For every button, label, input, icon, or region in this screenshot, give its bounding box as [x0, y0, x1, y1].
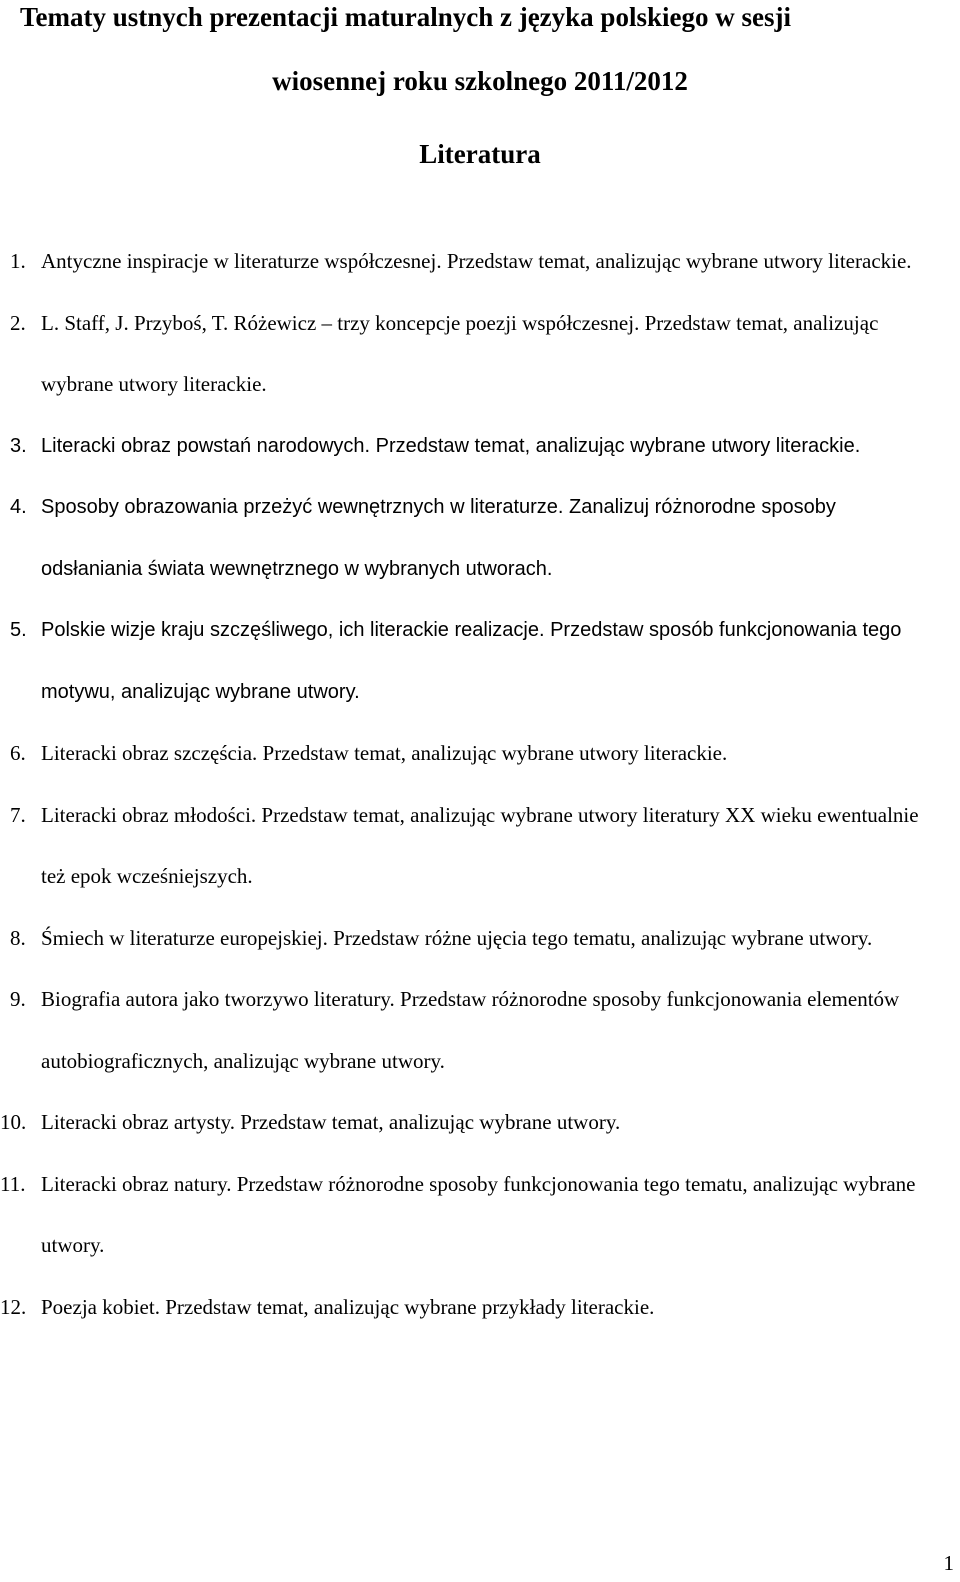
topic-item — [10, 416, 940, 478]
topic-number: 1. — [10, 249, 26, 273]
topic-text: Literacki obraz natury. Przedstaw różnorodne sposoby funkcjonowania tego tematu, analizując wybrane utwory. — [41, 1171, 916, 1257]
topic-item — [10, 293, 940, 416]
section-heading: Literatura — [419, 139, 541, 169]
topic-text: Antyczne inspiracje w literaturze współczesnej. Przedstaw temat, analizując wybrane utwory literackie. — [41, 249, 912, 273]
topic-text: Poezja kobiet. Przedstaw temat, analizując wybrane przykłady literackie. — [41, 1294, 655, 1319]
topic-item — [10, 477, 940, 600]
topic-number: 9. — [10, 987, 26, 1011]
topic-number: 11. — [0, 1171, 26, 1196]
topic-item — [10, 600, 940, 723]
topic-text: Biografia autora jako tworzywo literatury. Przedstaw różnorodne sposoby funkcjonowania elementów autobiograficznych, analizując wybrane utwory. — [41, 987, 900, 1073]
topic-text: Literacki obraz artysty. Przedstaw temat, analizując wybrane utwory. — [41, 1110, 621, 1134]
topic-number: 7. — [10, 802, 26, 827]
topic-number: 2. — [10, 310, 26, 335]
page-number: 1 — [943, 1551, 954, 1575]
topic-number: 10. — [0, 1110, 27, 1134]
topic-text: Literacki obraz młodości. Przedstaw temat, analizując wybrane utwory literatury XX wieku ewentualnie też epok wcześniejszych. — [41, 802, 919, 888]
topic-number: 12. — [0, 1294, 27, 1319]
topic-item — [0, 1154, 940, 1277]
topic-text: L. Staff, J. Przyboś, T. Różewicz – trzy koncepcje poezji współczesnej. Przedstaw temat, analizując wybrane utwory literackie. — [41, 310, 879, 396]
topic-item — [0, 1277, 940, 1339]
topic-item — [10, 785, 940, 908]
topic-text: Polskie wizje kraju szczęśliwego, ich literackie realizacje. Przedstaw sposób funkcjonowania tego motywu, analizując wybrane utwory. — [41, 619, 902, 703]
topic-number: 8. — [10, 925, 26, 950]
topic-text: Literacki obraz szczęścia. Przedstaw temat, analizując wybrane utwory literackie. — [41, 741, 728, 765]
topic-item — [10, 969, 940, 1092]
topic-number: 6. — [10, 741, 26, 765]
topic-item — [0, 1092, 940, 1154]
topic-text: Sposoby obrazowania przeżyć wewnętrznych w literaturze. Zanalizuj różnorodne sposoby odsłaniania świata wewnętrznego w wybranych utworach. — [41, 496, 836, 580]
document-title-line-1: Tematy ustnych prezentacji maturalnych z języka polskiego w sesji — [20, 2, 791, 32]
topic-item — [10, 231, 940, 293]
topic-text: Śmiech w literaturze europejskiej. Przedstaw różne ujęcia tego tematu, analizując wybrane utwory. — [41, 925, 873, 950]
topic-number: 4. — [10, 496, 27, 518]
document-title-line-2: wiosennej roku szkolnego 2011/2012 — [272, 66, 688, 96]
topic-number: 3. — [10, 434, 27, 457]
topic-item — [10, 723, 940, 785]
topic-number: 5. — [10, 619, 27, 641]
topic-text: Literacki obraz powstań narodowych. Przedstaw temat, analizując wybrane utwory literackie. — [41, 434, 861, 457]
topic-list — [0, 231, 940, 1338]
topic-item — [10, 908, 940, 970]
